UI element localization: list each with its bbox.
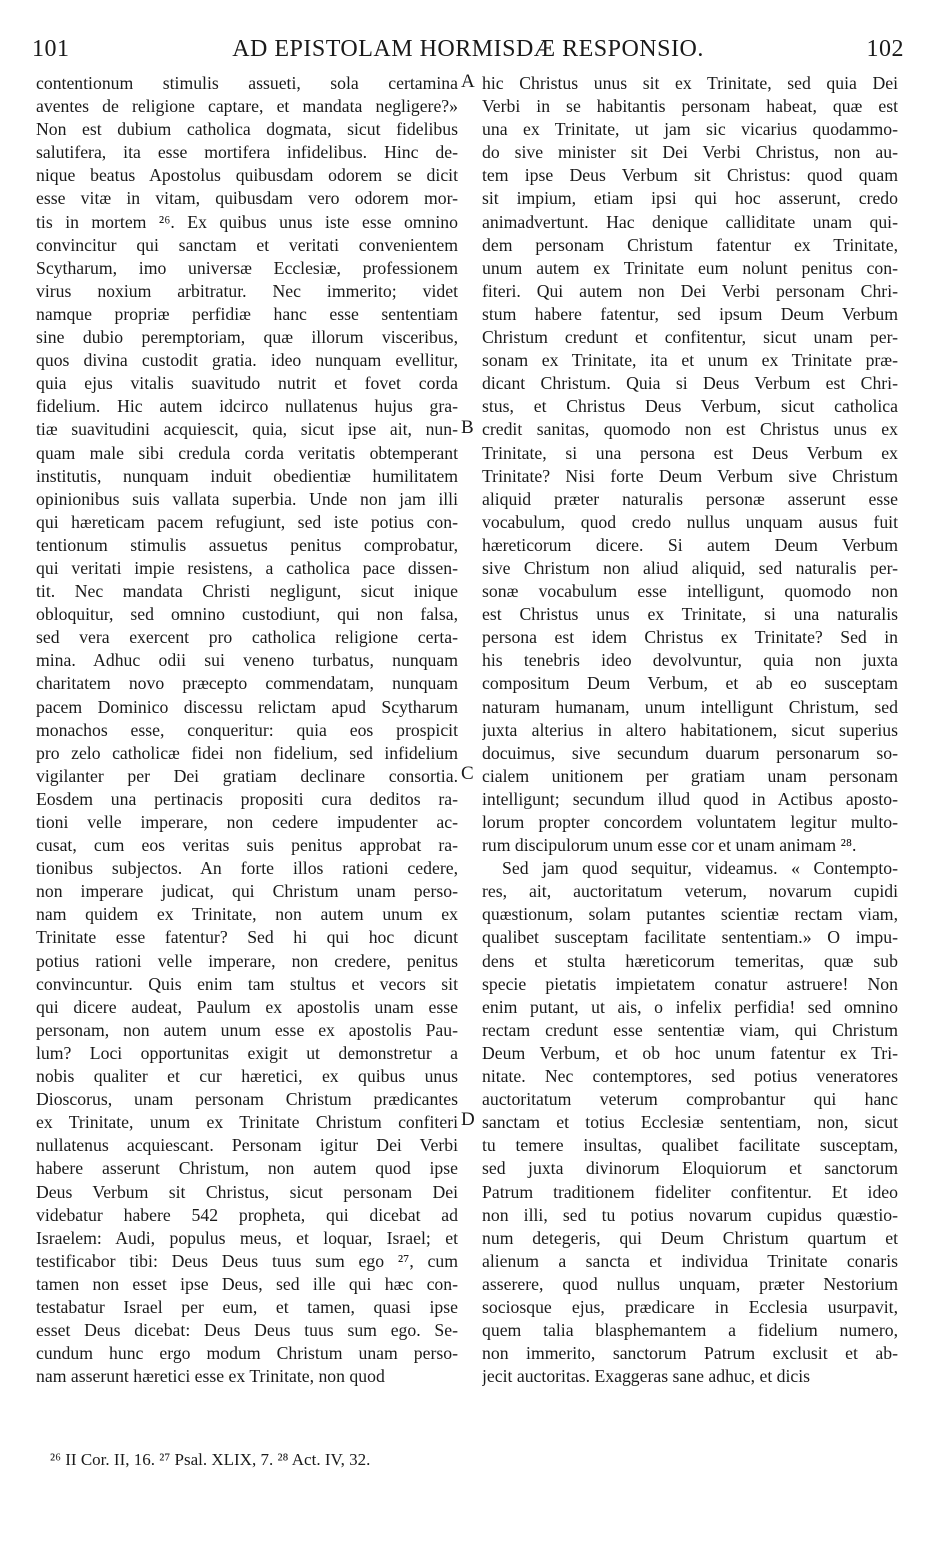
text-line: res, ait, auctoritatum veterum, novarum cupidi [482,881,898,902]
text-line: qualibet susceptam facilitate sententiam.» O impu- [482,927,898,948]
text-line: ex Trinitate, unum ex Trinitate Christum confiteri [36,1112,458,1133]
text-line: contentionum stimulis assueti, sola certamina [36,73,458,93]
text-line: namque propriæ perfidiæ hanc esse sententiam [36,303,458,324]
text-line: sine dubio peremptoriam, quæ illorum visceribus, [36,327,458,348]
text-line: nitate. Nec contemptores, sed potius veneratores [482,1066,898,1087]
text-line: tionibus subjectos. An forte illos rationi cedere, [36,858,458,879]
text-line: quem talia blasphemantem a fidelium numero, [482,1320,898,1341]
text-line: convincuntur. Quis enim tam stultus et vecors sit [36,973,458,994]
text-line: persona est idem Christus ex Trinitate? Sed in [482,627,898,648]
text-line: sonam ex Trinitate, ita et unum ex Trinitate præ- [482,350,898,371]
text-line: rectam credunt esse sententiæ viam, qui Christum [482,1019,898,1040]
text-line: qui veritati impie resistens, a catholica pace dissen- [36,557,458,578]
text-line: mina. Adhuc odii sui veneno turbatus, nunquam [36,650,458,671]
text-line: esset Deus dicebat: Deus Deus tuus sum ego. Se- [36,1320,458,1341]
text-line: credit sanitas, quomodo non est Christus unus ex [482,419,898,440]
text-line: hæreticorum dicere. Si autem Deum Verbum [482,534,898,555]
text-line: convincitur qui sanctam et veritati convenientem [36,234,458,255]
page-number-right: 102 [866,36,904,62]
section-marker-b: B [461,417,474,438]
text-line: Trinitate? Nisi forte Deum Verbum sive Christum [482,465,898,486]
text-line: aventes de religione captare, et mandata negligere?» [36,96,458,117]
text-line: compositum Deum Verbum, et ab eo susceptam [482,673,898,694]
text-line: nullatenus acquiescant. Personam igitur Dei Verbi [36,1135,458,1156]
text-line: unum autem ex Trinitate eum nolunt penitus con- [482,257,898,278]
text-line: dem personam Christum fatentur ex Trinitate, [482,234,898,255]
text-line: sociosque ejus, prædicare in Ecclesia usurpavit, [482,1296,898,1317]
text-line: charitatem novo præcepto commendatam, nunquam [36,673,458,694]
text-line: tit. Nec mandata Christi negligunt, sicut inique [36,581,458,602]
text-line: his tenebris ideo devolvuntur, quia non juxta [482,650,898,671]
text-line: tis in mortem ²⁶. Ex quibus unus iste esse omnino [36,211,458,232]
text-line: docuimus, sive secundum duarum personarum so- [482,742,898,763]
text-line: obloquitur, sed omnino custodiunt, qui non falsa, [36,604,458,625]
text-line: nam quidem ex Trinitate, non autem unum ex [36,904,458,925]
text-line: potius rationi velle imperare, non credere, penitus [36,950,458,971]
text-line: quos divina custodit gratia. ideo nunquam evellitur, [36,350,458,371]
text-line: non illi, sed tu potius novarum cupidus quæstio- [482,1204,898,1225]
text-line: tamen non esset ipse Deus, sed ille qui hæc con- [36,1273,458,1294]
text-line: dens et stulta hæreticorum temeritas, quæ sub [482,950,898,971]
text-line: hic Christus unus sit ex Trinitate, sed quia Dei [482,73,898,93]
text-line: Dioscorus, unam personam Christum prædicantes [36,1089,458,1110]
text-line: auctoritatum veterum comprobantur qui hanc [482,1089,898,1110]
text-line: tentionum stimulis assuetus penitus comprobatur, [36,534,458,555]
text-line: non immerito, sanctorum Patrum exclusit et ab- [482,1343,898,1364]
text-line: opinionibus suis vallata superbia. Unde non jam illi [36,488,458,509]
text-line: Verbi in se habitantis personam habeat, quæ est [482,96,898,117]
text-line: specie pietatis impietatem conatur astruere! Non [482,973,898,994]
left-column [36,72,458,1388]
text-line: pro zelo catholicæ fidei non fidelium, sed infidelium [36,742,458,763]
footnotes: ²⁶ II Cor. II, 16. ²⁷ Psal. XLIX, 7. ²⁸ Act. IV, 32. [50,1450,371,1469]
text-line: cundum hunc ergo modum Christum unam perso- [36,1343,458,1364]
text-line: testificabor tibi: Deus Deus tuus sum ego ²⁷, cum [36,1250,458,1271]
text-line: cialem unitionem per gratiam unam personam [482,765,898,786]
text-line: Trinitate esse fatentur? Sed hi qui hoc dicunt [36,927,458,948]
text-line: Deus Verbum sit Christus, sicut personam Dei [36,1181,458,1202]
text-line: alienum a sancta et individua Trinitate conaris [482,1250,898,1271]
text-line: num detegeris, qui Deum Christum quartum et [482,1227,898,1248]
text-line: sive Christum non aliud aliquid, sed naturalis per- [482,557,898,578]
text-line: tiæ suavitudini acquiescit, quia, sicut ipse ait, nun- [36,419,458,440]
text-line: sonæ vocabulum esse intelligunt, quomodo non [482,581,898,602]
text-line: juxta alterius in altero habitationem, sicut superius [482,719,898,740]
text-line: Scytharum, imo universæ Ecclesiæ, professionem [36,257,458,278]
text-line: virus noxium arbitratur. Nec immerito; videt [36,280,458,301]
text-line: qui dicere audeat, Paulum ex apostolis unam esse [36,996,458,1017]
section-marker-c: C [461,763,474,784]
text-line: nique beatus Apostolus quibusdam odorem se dicit [36,165,458,186]
running-header [32,36,904,66]
text-line: intelligunt; secundum illud quod in Actibus aposto- [482,788,898,809]
text-line: Sed jam quod sequitur, videamus. « Contempto- [502,858,898,879]
text-line: Non est dubium catholica dogmata, sicut fidelibus [36,119,458,140]
text-line: aliquid præter naturalis personæ asserunt esse [482,488,898,509]
text-line: testabatur Israel per eum, et tamen, quasi ipse [36,1296,458,1317]
text-line: Israelem: Audi, populus meus, et loquar, Israel; et [36,1227,458,1248]
text-line: habere asserunt Christum, non autem quod ipse [36,1158,458,1179]
text-line: do sive minister sit Dei Verbi Christus, non au- [482,142,898,163]
text-line: naturam humanam, unum intelligunt Christum, sed [482,696,898,717]
text-line: Christum credunt et confitentur, sicut unam per- [482,327,898,348]
text-line: rum discipulorum unum esse cor et unam animam ²⁸. [482,835,857,856]
text-line: est Christus unus ex Trinitate, si una naturalis [482,604,898,625]
text-line: nobis qualiter et cur hæretici, ex quibus unus [36,1066,458,1087]
text-line: sed vera exercent pro catholica religione certa- [36,627,458,648]
text-line: lorum propter concordem voluntatem legitur multo- [482,812,898,832]
section-marker-d: D [461,1109,475,1130]
text-line: fiteri. Qui autem non Dei Verbi personam Chri- [482,280,898,301]
text-line: Patrum traditionem fideliter confitentur. Et ideo [482,1181,898,1202]
text-line: sit impium, etiam ipsi qui hoc asserunt, credo [482,188,898,209]
text-line: pacem Dominico discessu relictam apud Scytharum [36,696,458,717]
text-line: vocabulum, quod credo nullus unquam ausus fuit [482,511,898,532]
text-line: nam asserunt hæretici esse ex Trinitate, non quod [36,1366,385,1387]
text-line: tioni velle imperare, non cedere impudenter ac- [36,812,458,832]
text-line: quam male sibi credula corda veritatis obtemperant [36,442,458,463]
text-line: fidelium. Hic autem idcirco nullatenus hujus gra- [36,396,458,417]
text-line: quia ejus vitalis suavitudo nutrit et fovet corda [36,373,458,394]
text-line: salutifera, ita esse mortifera infidelibus. Hinc de- [36,142,458,163]
right-column [482,72,898,1388]
text-line: Eosdem una pertinacis propositi cura deditos ra- [36,788,458,809]
text-line: asserere, quod nullus unquam, præter Nestorium [482,1273,898,1294]
text-line: dicant Christum. Quia si Deus Verbum est Chri- [482,373,898,394]
text-line: qui hæreticam pacem refugiunt, sed iste potius con- [36,511,458,532]
text-line: animadvertunt. Hac denique calliditate unam qui- [482,211,898,232]
page-number-left: 101 [32,36,70,62]
text-line: lum? Loci opportunitas exigit ut demonstretur a [36,1042,458,1063]
text-line: sanctam et totius Ecclesiæ sententiam, non, sicut [482,1112,898,1133]
text-line: tu temere insultas, qualibet facilitate susceptam, [482,1135,898,1156]
text-line: institutis, nunquam induit obedientiæ humilitatem [36,465,458,486]
text-line: una ex Trinitate, ut jam sic vicarius quodammo- [482,119,898,140]
text-line: esse vitæ in vitam, quibusdam vero odorem mor- [36,188,458,209]
text-line: quæstionum, solam putantes scientiæ rectam viam, [482,904,898,925]
text-line: personam, non autem unum esse ex apostolis Pau- [36,1019,458,1040]
section-marker-a: A [461,71,475,92]
text-line: cusat, cum eos veritas suis penitus approbat ra- [36,835,458,856]
text-line: jecit auctoritas. Exaggeras sane adhuc, et dicis [482,1366,811,1387]
text-line: enim putant, ut ais, o infelix perfidia! sed omnino [482,996,898,1017]
text-line: sed juxta divinorum Eloquiorum et sanctorum [482,1158,898,1179]
text-line: stum habere fatentur, sed ipsum Deum Verbum [482,303,898,324]
text-line: Deum Verbum, et ob hoc unum fatentur ex Tri- [482,1042,898,1063]
text-line: non imperare judicat, qui Christum unam perso- [36,881,458,902]
text-line: monachos esse, conqueritur: quia eos prospicit [36,719,458,740]
text-line: tem ipse Deus Verbum sit Christus: quod quam [482,165,898,186]
text-line: videbatur habere 542 propheta, qui dicebat ad [36,1204,458,1225]
text-line: vigilanter per Dei gratiam declinare consortia. [36,765,458,786]
running-title: AD EPISTOLAM HORMISDÆ RESPONSIO. [232,36,704,62]
text-line: Trinitate, si una persona est Deus Verbum ex [482,442,898,463]
text-line: stus, et Christus Deus Verbum, sicut catholica [482,396,898,417]
